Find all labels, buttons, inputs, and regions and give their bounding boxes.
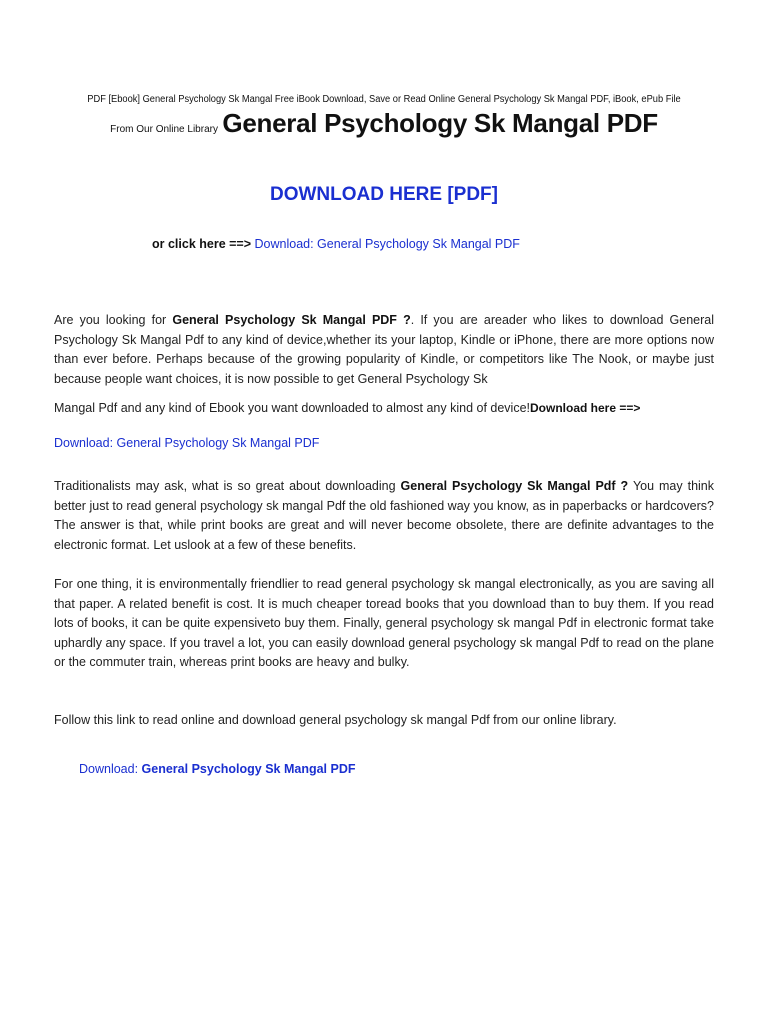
or-click-line xyxy=(152,237,520,251)
p2-bold: General Psychology Sk Mangal Pdf ? xyxy=(400,479,629,493)
download-link-middle[interactable]: Download: General Psychology Sk Mangal PDF xyxy=(54,436,320,450)
final-download-line xyxy=(79,762,356,776)
final-download-link[interactable]: General Psychology Sk Mangal PDF xyxy=(141,762,356,776)
header-title-line xyxy=(0,108,768,139)
final-download-label: Download: xyxy=(79,762,142,776)
or-click-label: or click here ==> xyxy=(152,237,252,251)
inline-download-label: Download here ==> xyxy=(530,401,641,415)
paragraph-4: Follow this link to read online and download general psychology sk mangal Pdf from our online library. xyxy=(54,713,617,727)
p2-text-a: Traditionalists may ask, what is so great about downloading xyxy=(54,479,401,493)
p1-text-c: . If you are areader who likes to download General Psychology Sk Mangal Pdf to any kind of device,whether its your laptop, Kindle or iPhone, there are more options now than ever before. Perhaps because of the growing popularity of Kindle, or competitors like The Nook, or maybe just because people want choices, it is now possible to get General Psychology Sk xyxy=(54,313,714,386)
download-link-top[interactable]: Download: General Psychology Sk Mangal PDF xyxy=(254,237,520,251)
paragraph-2 xyxy=(54,477,714,555)
download-here-link[interactable]: DOWNLOAD HERE [PDF] xyxy=(270,184,498,205)
download-link-middle-wrap xyxy=(54,436,319,450)
p1-text-a: Are you looking for xyxy=(54,313,173,327)
paragraph-1 xyxy=(54,311,714,389)
p2-text-c: You may think better just to read general psychology sk mangal Pdf the old fashioned way you know, as in paperbacks or hardcovers? The answer is that, while print books are great and will never become obsolete, there are definite advantages to the electronic format. Let uslook at a few of these benefits. xyxy=(54,479,714,552)
page-title: General Psychology Sk Mangal PDF xyxy=(222,108,658,138)
header-prefix: From Our Online Library xyxy=(110,124,218,135)
header-subtitle: PDF [Ebook] General Psychology Sk Mangal Free iBook Download, Save or Read Online General Psychology Sk Mangal PDF, iBook, ePub File xyxy=(87,94,681,105)
paragraph-1-last-line xyxy=(54,401,640,415)
p1-last-text: Mangal Pdf and any kind of Ebook you want downloaded to almost any kind of device! xyxy=(54,401,530,415)
p1-bold: General Psychology Sk Mangal PDF ? xyxy=(172,313,411,327)
paragraph-3: For one thing, it is environmentally friendlier to read general psychology sk mangal electronically, as you are saving all that paper. A related benefit is cost. It is much cheaper toread books that you download than to buy them. If you read lots of books, it can be quite expensiveto buy them. Finally, general psychology sk mangal Pdf in electronic format take uphardly any space. If you travel a lot, you can easily download general psychology sk mangal Pdf to read on the plane or the commuter train, whereas print books are heavy and bulky. xyxy=(54,577,714,670)
